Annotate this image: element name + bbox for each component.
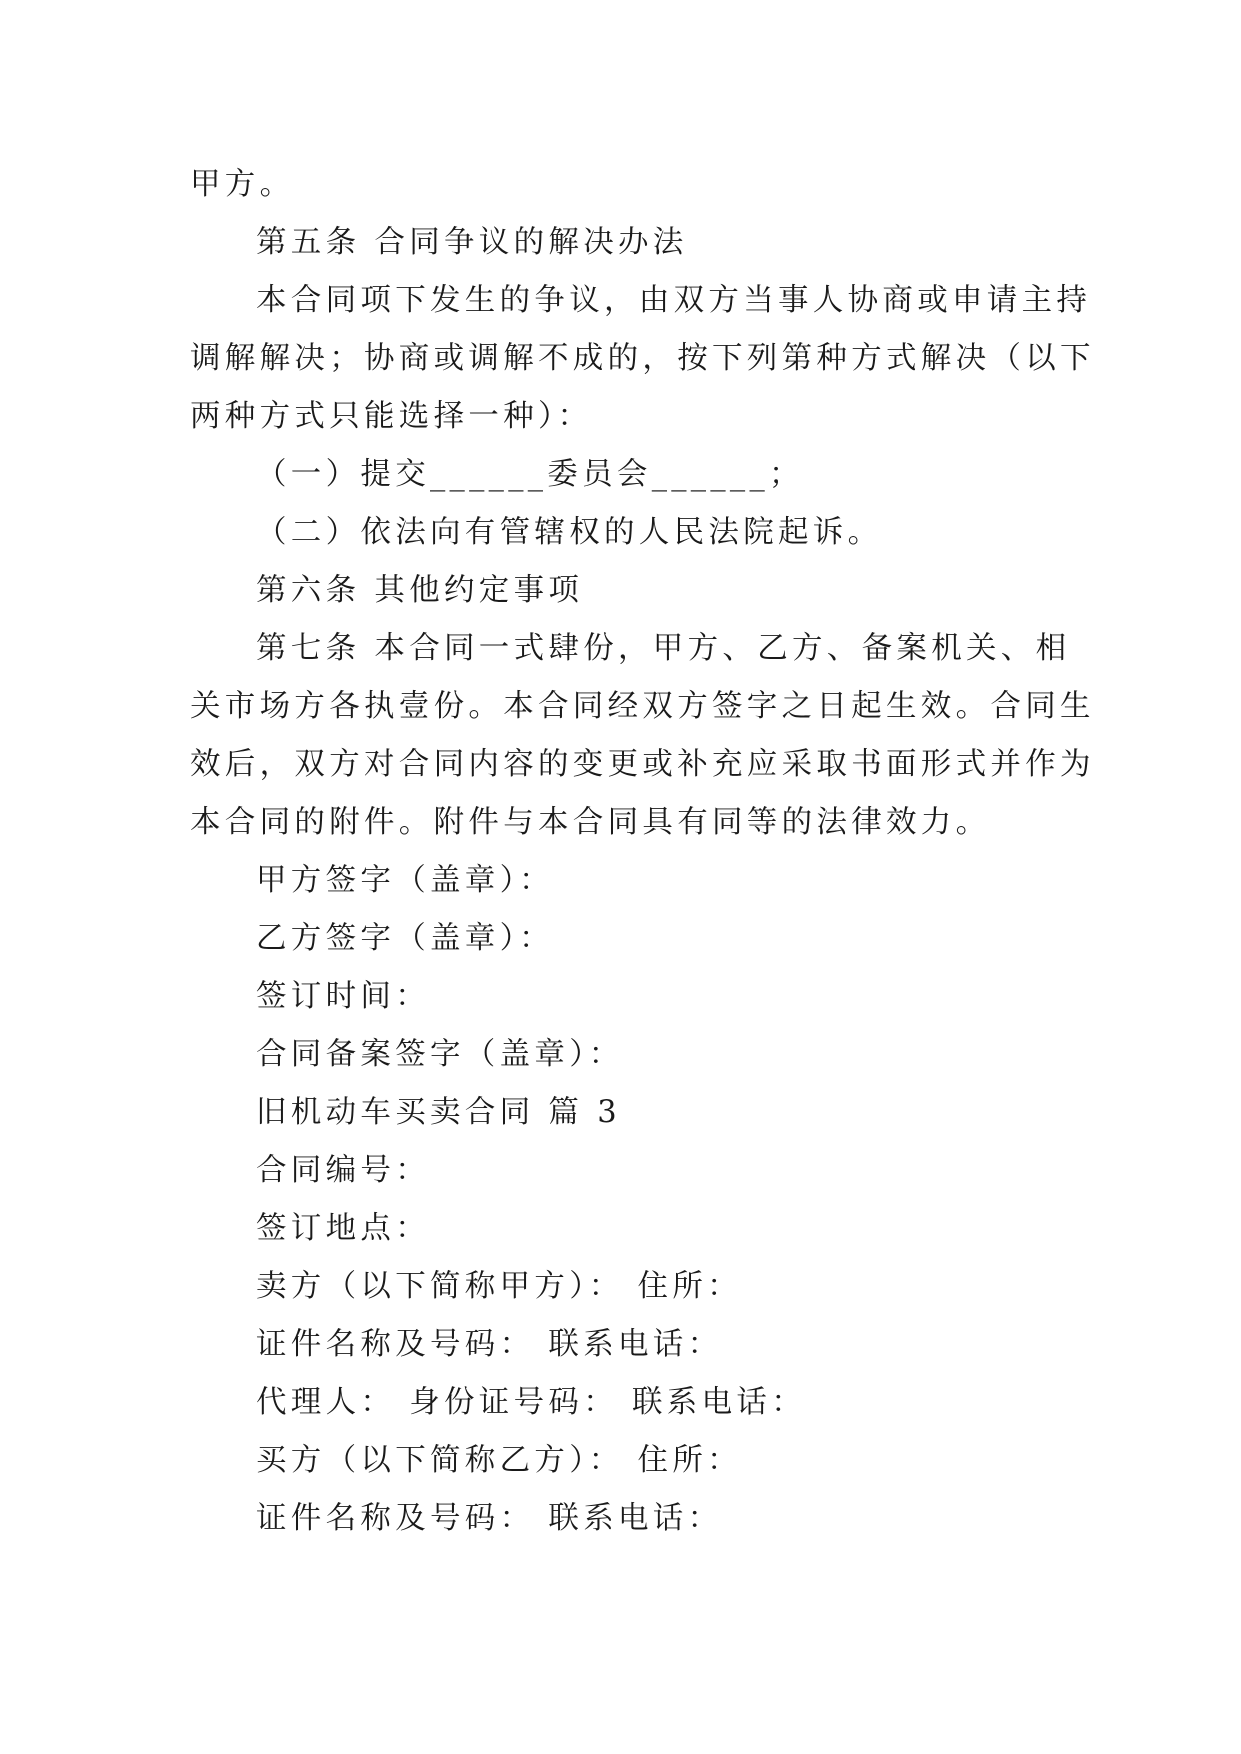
text-line: 关市场方各执壹份。本合同经双方签字之日起生效。合同生 xyxy=(190,689,1095,724)
signature-field-party-b: 乙方签字（盖章）： xyxy=(256,921,554,956)
contract-title: 旧机动车买卖合同 篇 3 xyxy=(256,1095,621,1130)
buyer-field: 买方（以下简称乙方）： 住所： xyxy=(256,1443,742,1478)
signature-field-party-a: 甲方签字（盖章）： xyxy=(256,863,554,898)
section-heading-article-7: 第七条 本合同一式肆份，甲方、乙方、备案机关、相 xyxy=(256,631,1071,666)
buyer-id-field: 证件名称及号码： 联系电话： xyxy=(256,1501,723,1536)
document-body xyxy=(190,156,1095,1548)
text-line: 效后，双方对合同内容的变更或补充应采取书面形式并作为 xyxy=(190,747,1095,782)
list-item: （二）依法向有管辖权的人民法院起诉。 xyxy=(256,515,883,550)
signing-place-field: 签订地点： xyxy=(256,1211,430,1246)
text-line: 本合同的附件。附件与本合同具有同等的法律效力。 xyxy=(190,805,991,840)
section-heading-article-6: 第六条 其他约定事项 xyxy=(256,573,584,608)
seller-id-field: 证件名称及号码： 联系电话： xyxy=(256,1327,723,1362)
seller-field: 卖方（以下简称甲方）： 住所： xyxy=(256,1269,742,1304)
text-line: 两种方式只能选择一种）： xyxy=(190,399,593,434)
filing-signature-field: 合同备案签字（盖章）： xyxy=(256,1037,624,1072)
list-item: （一）提交______委员会______； xyxy=(256,457,804,492)
text-line: 本合同项下发生的争议，由双方当事人协商或申请主持 xyxy=(256,283,1092,318)
section-heading-article-5: 第五条 合同争议的解决办法 xyxy=(256,225,688,260)
contract-number-field: 合同编号： xyxy=(256,1153,430,1188)
text-line: 甲方。 xyxy=(190,167,295,202)
text-line: 调解解决；协商或调解不成的，按下列第种方式解决（以下 xyxy=(190,341,1095,376)
signing-date-field: 签订时间： xyxy=(256,979,430,1014)
agent-field: 代理人： 身份证号码： 联系电话： xyxy=(256,1385,806,1420)
